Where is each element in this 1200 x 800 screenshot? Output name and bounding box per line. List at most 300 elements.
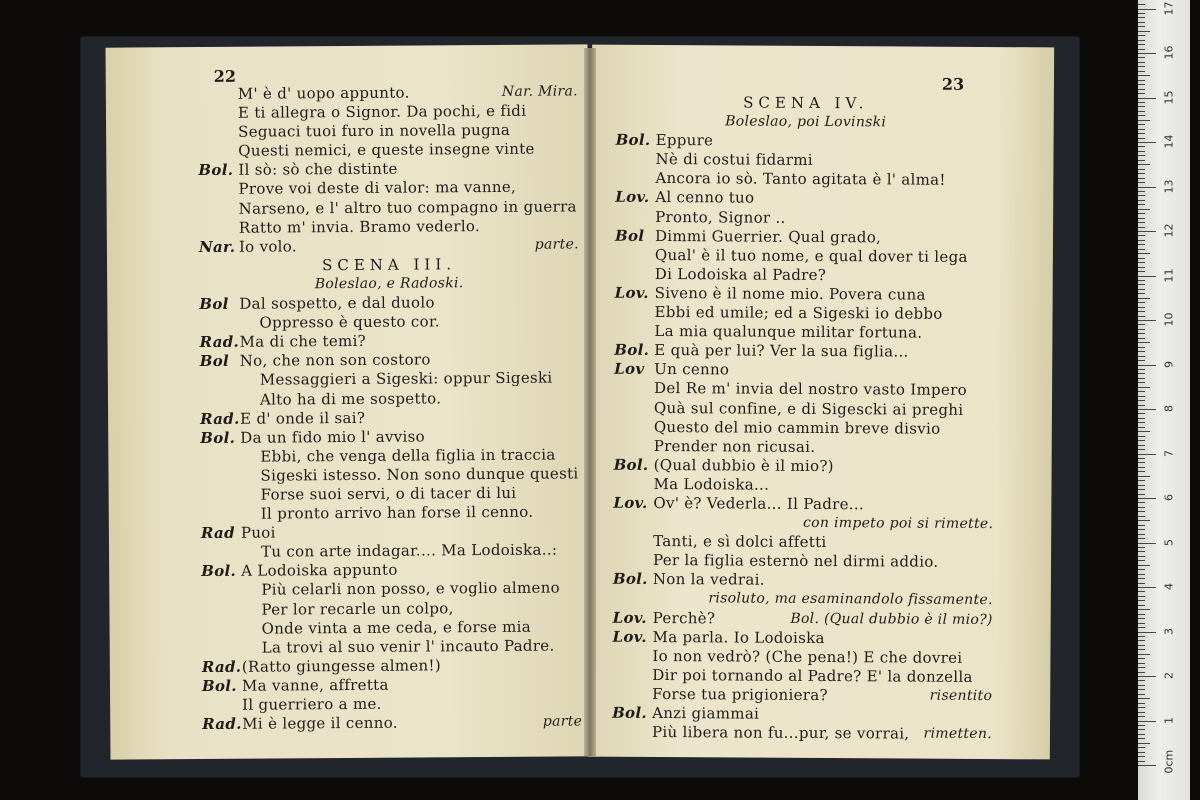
ruler-tick xyxy=(1138,538,1145,539)
ruler-tick xyxy=(1138,734,1145,735)
ruler-tick xyxy=(1138,640,1145,641)
ruler-tick xyxy=(1138,520,1150,521)
verse-text: Ebbi ed umile; ed a Sigeski io debbo xyxy=(654,303,943,323)
page-number: 23 xyxy=(941,74,965,94)
text-line xyxy=(614,417,994,438)
verse-text: Più celarli non posso, e voglio almeno xyxy=(261,578,561,600)
text-line xyxy=(615,265,995,286)
verse-text: Ma di che temi? xyxy=(239,332,367,351)
text-line xyxy=(199,292,579,314)
ruler-number: 11 xyxy=(1162,268,1176,282)
ruler-tick xyxy=(1138,195,1145,196)
ruler-tick xyxy=(1138,307,1145,308)
ruler-tick xyxy=(1138,747,1145,748)
verse-text: A Lodoiska appunto xyxy=(241,561,398,581)
ruler-tick xyxy=(1138,129,1145,130)
speaker-label: Lov. xyxy=(613,493,648,512)
ruler-tick xyxy=(1138,605,1145,606)
scene-characters: Boleslao, e Radoski. xyxy=(314,275,464,293)
ruler-tick xyxy=(1138,560,1145,561)
ruler-tick xyxy=(1138,316,1145,317)
ruler-tick xyxy=(1138,614,1145,615)
ruler-tick xyxy=(1138,13,1145,14)
ruler-number: 5 xyxy=(1162,538,1176,546)
verse-text: Siveno è il nome mio. Povera cuna xyxy=(654,283,926,304)
ruler-tick xyxy=(1138,240,1145,241)
ruler-tick xyxy=(1138,569,1145,570)
ruler-tick xyxy=(1138,213,1145,214)
ruler-tick xyxy=(1138,676,1156,677)
ruler-tick xyxy=(1138,324,1145,325)
open-book xyxy=(100,46,1060,766)
ruler-tick xyxy=(1138,106,1145,107)
ruler-tick xyxy=(1138,427,1145,428)
verse-text: Il sò: sò che distinte xyxy=(238,160,398,180)
text-line xyxy=(613,494,993,515)
text-line xyxy=(201,598,581,620)
verse-text: E ti allegra o Signor. Da pochi, e fidi xyxy=(237,101,527,122)
ruler-tick xyxy=(1138,298,1150,299)
ruler-tick xyxy=(1138,462,1145,463)
ruler-number: 0cm xyxy=(1162,749,1176,774)
ruler-tick xyxy=(1138,387,1150,388)
text-line xyxy=(202,712,582,734)
ruler-tick xyxy=(1138,271,1145,272)
ruler-tick xyxy=(1138,120,1150,121)
verse-text: Ancora io sò. Tanto agitata è l' alma! xyxy=(655,169,946,190)
speaker-label: Bol xyxy=(614,226,645,245)
ruler-tick xyxy=(1138,382,1145,383)
ruler-tick xyxy=(1138,356,1145,357)
ruler-tick xyxy=(1138,124,1145,125)
ruler-tick xyxy=(1138,57,1145,58)
ruler-tick xyxy=(1138,98,1156,99)
ruler-tick xyxy=(1138,556,1145,557)
ruler-tick xyxy=(1138,49,1145,50)
ruler-tick xyxy=(1138,244,1145,245)
verse-text: Ma parla. Io Lodoiska xyxy=(652,627,825,647)
ruler-tick xyxy=(1138,102,1145,103)
ruler-tick xyxy=(1138,187,1156,188)
ruler-tick xyxy=(1138,31,1150,32)
text-line xyxy=(201,483,581,505)
text-line xyxy=(200,369,580,391)
text-column xyxy=(612,93,996,744)
ruler-tick xyxy=(1138,609,1150,610)
ruler-tick xyxy=(1138,17,1145,18)
ruler-tick xyxy=(1138,9,1156,10)
text-line xyxy=(613,589,993,610)
ruler-tick xyxy=(1138,373,1145,374)
verse-text: Tu con arte indagar.... Ma Lodoiska..: xyxy=(260,540,558,561)
ruler-tick xyxy=(1138,146,1145,147)
verse-text: Narseno, e l' altro tuo compagno in guerra xyxy=(238,196,577,218)
scene-heading: SCENA IV. xyxy=(743,93,869,113)
text-line xyxy=(614,436,994,457)
ruler-tick xyxy=(1138,378,1145,379)
ruler-tick xyxy=(1138,502,1145,503)
ruler-tick xyxy=(1138,436,1145,437)
verse-text: Il pronto arrivo han forse il cenno. xyxy=(260,502,534,523)
text-line xyxy=(199,197,579,219)
ruler-number: 4 xyxy=(1162,583,1176,590)
ruler-tick xyxy=(1138,507,1145,508)
verse-text: Prender non ricusai. xyxy=(653,436,816,456)
ruler-tick xyxy=(1138,547,1145,548)
verse-text: Al cenno tuo xyxy=(655,188,755,208)
ruler-tick xyxy=(1138,534,1145,535)
text-line xyxy=(198,140,578,162)
ruler-tick xyxy=(1138,62,1145,63)
ruler-tick xyxy=(1138,623,1145,624)
ruler-tick xyxy=(1138,396,1145,397)
verse-text: Per lor recarle un colpo, xyxy=(261,598,454,619)
verse-text: Eppure xyxy=(655,131,714,150)
ruler-tick xyxy=(1138,765,1156,766)
text-line xyxy=(614,398,994,419)
speaker-label: Rad xyxy=(200,523,235,543)
verse-text: Non la vedrai. xyxy=(652,570,765,590)
speaker-label: Bol. xyxy=(615,130,651,150)
text-line xyxy=(614,379,994,400)
verse-text: Oppresso è questo cor. xyxy=(259,312,440,332)
text-line xyxy=(198,121,578,143)
verse-text: Per la figlia esternò nel dirmi addio. xyxy=(652,551,939,571)
text-line xyxy=(200,407,580,429)
measuring-ruler xyxy=(1138,0,1190,800)
ruler-tick xyxy=(1138,71,1145,72)
speaker-label: Rad. xyxy=(202,714,242,734)
ruler-tick xyxy=(1138,752,1145,753)
verse-text: Nè di costui fidarmi xyxy=(655,150,813,170)
text-line xyxy=(612,666,992,687)
speaker-label: Bol. xyxy=(201,562,237,581)
speaker-label: Bol. xyxy=(612,570,648,589)
speaker-label: Bol. xyxy=(201,676,237,695)
text-line xyxy=(199,235,579,257)
text-line xyxy=(613,532,993,553)
text-line xyxy=(615,226,995,247)
ruler-tick xyxy=(1138,485,1145,486)
ruler-tick xyxy=(1138,4,1145,5)
ruler-tick xyxy=(1138,591,1145,592)
ruler-tick xyxy=(1138,440,1145,441)
ruler-tick xyxy=(1138,703,1145,704)
verse-text: Perchè? xyxy=(652,608,716,627)
ruler-tick xyxy=(1138,84,1145,85)
text-line xyxy=(199,312,579,334)
verse-text: Puoi xyxy=(240,523,276,542)
verse-text: E quà per lui? Ver la sua figlia... xyxy=(654,341,909,361)
ruler-tick xyxy=(1138,40,1145,41)
speaker-label: Nar. xyxy=(198,237,236,256)
ruler-tick xyxy=(1138,494,1145,495)
ruler-tick xyxy=(1138,667,1145,668)
ruler-tick xyxy=(1138,680,1145,681)
ruler-tick xyxy=(1138,253,1150,254)
text-line xyxy=(202,693,582,715)
ruler-number: 10 xyxy=(1162,312,1176,327)
verse-text: (Qual dubbio è il mio?) xyxy=(653,455,834,475)
verse-text: Ebbi, che venga della figlia in traccia xyxy=(260,445,556,466)
stage-direction: Bol. (Qual dubbio è il mio?) xyxy=(790,610,993,628)
ruler-tick xyxy=(1138,480,1145,481)
speaker-label: Rad. xyxy=(199,332,240,352)
ruler-tick xyxy=(1138,551,1145,552)
text-line xyxy=(614,341,994,362)
ruler-tick xyxy=(1138,431,1150,432)
stage-direction: parte. xyxy=(534,236,579,253)
verse-text: Tanti, e sì dolci affetti xyxy=(653,532,827,552)
verse-text: Dimmi Guerrier. Qual grado, xyxy=(654,226,882,247)
text-line xyxy=(612,646,992,667)
book-gutter xyxy=(584,48,596,756)
text-line xyxy=(200,388,580,410)
ruler-tick xyxy=(1138,235,1145,236)
verse-text: No, che non son costoro xyxy=(239,350,431,371)
text-line xyxy=(198,159,578,181)
stage-direction: rimetten. xyxy=(923,725,993,743)
ruler-tick xyxy=(1138,342,1150,343)
verse-text: Questo del mio cammin breve disvio xyxy=(653,417,941,438)
speaker-label: Bol. xyxy=(612,703,647,722)
ruler-tick xyxy=(1138,178,1145,179)
verse-text: Seguaci tuoi furo in novella pugna xyxy=(238,121,511,141)
ruler-tick xyxy=(1138,632,1156,633)
ruler-tick xyxy=(1138,182,1145,183)
ruler-number: 17 xyxy=(1162,1,1176,15)
ruler-tick xyxy=(1138,476,1150,477)
text-line xyxy=(200,331,580,353)
verse-text: Pronto, Signor .. xyxy=(655,207,786,227)
speaker-label: Lov xyxy=(614,360,645,379)
text-line xyxy=(615,169,995,190)
text-line xyxy=(198,101,578,123)
text-line xyxy=(201,522,581,544)
ruler-tick xyxy=(1138,600,1145,601)
ruler-tick xyxy=(1138,44,1145,45)
ruler-tick xyxy=(1138,284,1145,285)
ruler-tick xyxy=(1138,694,1145,695)
scene-characters: Boleslao, poi Lovinski xyxy=(725,113,887,131)
ruler-tick xyxy=(1138,525,1145,526)
page-number: 22 xyxy=(213,66,237,86)
ruler-tick xyxy=(1138,445,1145,446)
verse-text: Forse tua prigioniera? xyxy=(652,684,828,704)
ruler-tick xyxy=(1138,351,1145,352)
ruler-tick xyxy=(1138,22,1145,23)
ruler-tick xyxy=(1138,672,1145,673)
ruler-tick xyxy=(1138,53,1156,54)
text-line xyxy=(612,723,992,744)
ruler-tick xyxy=(1138,218,1145,219)
ruler-tick xyxy=(1138,578,1145,579)
ruler-tick xyxy=(1138,302,1145,303)
text-line xyxy=(200,445,580,467)
text-line xyxy=(614,322,994,343)
stage-direction: con impeto poi si rimette. xyxy=(803,514,994,533)
ruler-tick xyxy=(1138,258,1145,259)
ruler-tick xyxy=(1138,320,1156,321)
verse-text: Il guerriero a me. xyxy=(242,694,382,714)
text-line xyxy=(615,150,995,171)
ruler-tick xyxy=(1138,151,1145,152)
verse-text: Mi è legge il cenno. xyxy=(242,713,398,733)
verse-text: Questi nemici, e queste insegne vinte xyxy=(238,139,535,161)
ruler-tick xyxy=(1138,365,1156,366)
verse-text: Onde vinta a me ceda, e forse mia xyxy=(261,617,532,638)
scene-heading: SCENA III. xyxy=(321,255,457,275)
ruler-tick xyxy=(1138,155,1145,156)
ruler-tick xyxy=(1138,26,1145,27)
ruler-tick xyxy=(1138,725,1145,726)
verse-text: Dal sospetto, e dal duolo xyxy=(239,293,435,313)
ruler-tick xyxy=(1138,200,1145,201)
ruler-tick xyxy=(1138,66,1145,67)
speaker-label: Bol xyxy=(199,294,229,314)
ruler-tick xyxy=(1138,249,1145,250)
verse-text: Ov' è? Vederla... Il Padre... xyxy=(653,493,865,514)
ruler-tick xyxy=(1138,565,1150,566)
text-line xyxy=(613,551,993,572)
text-line xyxy=(202,636,582,658)
ruler-tick xyxy=(1138,222,1145,223)
speaker-label: Lov. xyxy=(612,608,647,627)
text-line xyxy=(614,360,994,381)
ruler-number: 13 xyxy=(1162,179,1176,193)
ruler-tick xyxy=(1138,280,1145,281)
speaker-label: Lov. xyxy=(612,627,647,646)
verse-text: Del Re m' invia del nostro vasto Impero xyxy=(654,379,968,400)
ruler-tick xyxy=(1138,574,1145,575)
ruler-tick xyxy=(1138,311,1145,312)
verse-text: La trovi al suo venir l' incauto Padre. xyxy=(261,636,555,657)
ruler-tick xyxy=(1138,173,1145,174)
ruler-number: 12 xyxy=(1162,223,1176,238)
text-line xyxy=(612,685,992,706)
ruler-tick xyxy=(1138,267,1145,268)
ruler-tick xyxy=(1138,618,1145,619)
speaker-label: Bol xyxy=(199,352,230,371)
ruler-tick xyxy=(1138,89,1145,90)
text-line xyxy=(614,303,994,324)
ruler-tick xyxy=(1138,636,1145,637)
speaker-label: Bol. xyxy=(198,161,234,180)
verse-text: M' è d' uopo appunto. xyxy=(237,83,410,103)
ruler-tick xyxy=(1138,712,1145,713)
ruler-number: 7 xyxy=(1162,449,1176,457)
right-page xyxy=(588,45,1054,760)
ruler-tick xyxy=(1138,645,1145,646)
verse-text: Di Lodoiska al Padre? xyxy=(654,264,827,284)
text-line xyxy=(198,82,578,104)
ruler-tick xyxy=(1138,329,1145,330)
ruler-tick xyxy=(1138,729,1145,730)
text-line xyxy=(615,207,995,228)
ruler-number: 9 xyxy=(1162,360,1176,368)
ruler-tick xyxy=(1138,164,1150,165)
ruler-number: 8 xyxy=(1162,405,1176,412)
verse-text: Ma vanne, affretta xyxy=(241,675,389,695)
verse-text: Messaggieri a Sigeski: oppur Sigeski xyxy=(259,368,553,390)
verse-text: Prove voi deste di valor: ma vanne, xyxy=(238,178,517,199)
text-line xyxy=(201,502,581,524)
speaker-label: Lov. xyxy=(614,283,649,302)
ruler-tick xyxy=(1138,583,1145,584)
speaker-label: Bol. xyxy=(614,340,650,360)
text-line xyxy=(615,284,995,305)
ruler-tick xyxy=(1138,276,1156,277)
ruler-tick xyxy=(1138,418,1145,419)
ruler-tick xyxy=(1138,413,1145,414)
speaker-label: Bol. xyxy=(613,455,649,474)
ruler-tick xyxy=(1138,289,1145,290)
text-line xyxy=(614,456,994,477)
speaker-label: Rad. xyxy=(201,657,242,676)
ruler-tick xyxy=(1138,716,1145,717)
verse-text: Forse suoi servi, o di tacer di lui xyxy=(260,483,517,504)
ruler-number: 16 xyxy=(1162,45,1176,60)
verse-text: La mia qualunque militar fortuna. xyxy=(654,322,923,342)
ruler-tick xyxy=(1138,516,1145,517)
verse-text: Io non vedrò? (Che pena!) E che dovrei xyxy=(652,646,963,667)
verse-text: Un cenno xyxy=(654,360,730,379)
stage-direction: risentito xyxy=(929,687,993,704)
ruler-tick xyxy=(1138,138,1145,139)
ruler-tick xyxy=(1138,333,1145,334)
text-line xyxy=(201,560,581,582)
text-line xyxy=(613,627,993,648)
verse-text: Da un fido mio l' avviso xyxy=(240,427,426,447)
ruler-tick xyxy=(1138,80,1145,81)
ruler-tick xyxy=(1138,689,1145,690)
text-line xyxy=(200,426,580,448)
ruler-tick xyxy=(1138,360,1145,361)
ruler-tick xyxy=(1138,707,1145,708)
stage-direction: parte xyxy=(542,713,583,730)
verse-text: Sigeski istesso. Non sono dunque questi xyxy=(260,464,579,485)
ruler-tick xyxy=(1138,649,1145,650)
verse-text: Più libera non fu...pur, se vorrai, xyxy=(651,723,910,743)
ruler-tick xyxy=(1138,489,1145,490)
ruler-tick xyxy=(1138,454,1156,455)
verse-text: Ratto m' invia. Bramo vederlo. xyxy=(238,216,481,237)
ruler-tick xyxy=(1138,698,1150,699)
text-line xyxy=(202,655,582,677)
ruler-tick xyxy=(1138,449,1145,450)
verse-text: Io volo. xyxy=(238,237,297,256)
ruler-tick xyxy=(1138,587,1156,588)
ruler-number: 2 xyxy=(1162,672,1176,679)
text-line xyxy=(616,131,996,152)
ruler-tick xyxy=(1138,654,1150,655)
ruler-tick xyxy=(1138,405,1145,406)
text-line xyxy=(612,704,992,725)
ruler-tick xyxy=(1138,409,1156,410)
ruler-tick xyxy=(1138,231,1156,232)
ruler-number: 1 xyxy=(1162,716,1176,724)
text-line xyxy=(613,475,993,496)
speaker-label: Rad. xyxy=(200,409,240,428)
ruler-tick xyxy=(1138,169,1145,170)
text-line xyxy=(613,608,993,629)
verse-text: Quà sul confine, e di Sigescki ai preghi xyxy=(653,398,964,419)
ruler-tick xyxy=(1138,467,1145,468)
ruler-tick xyxy=(1138,133,1145,134)
verse-text: Dir poi tornando al Padre? E' la donzella xyxy=(652,665,973,686)
ruler-number: 14 xyxy=(1162,134,1176,149)
ruler-number: 15 xyxy=(1162,90,1176,104)
